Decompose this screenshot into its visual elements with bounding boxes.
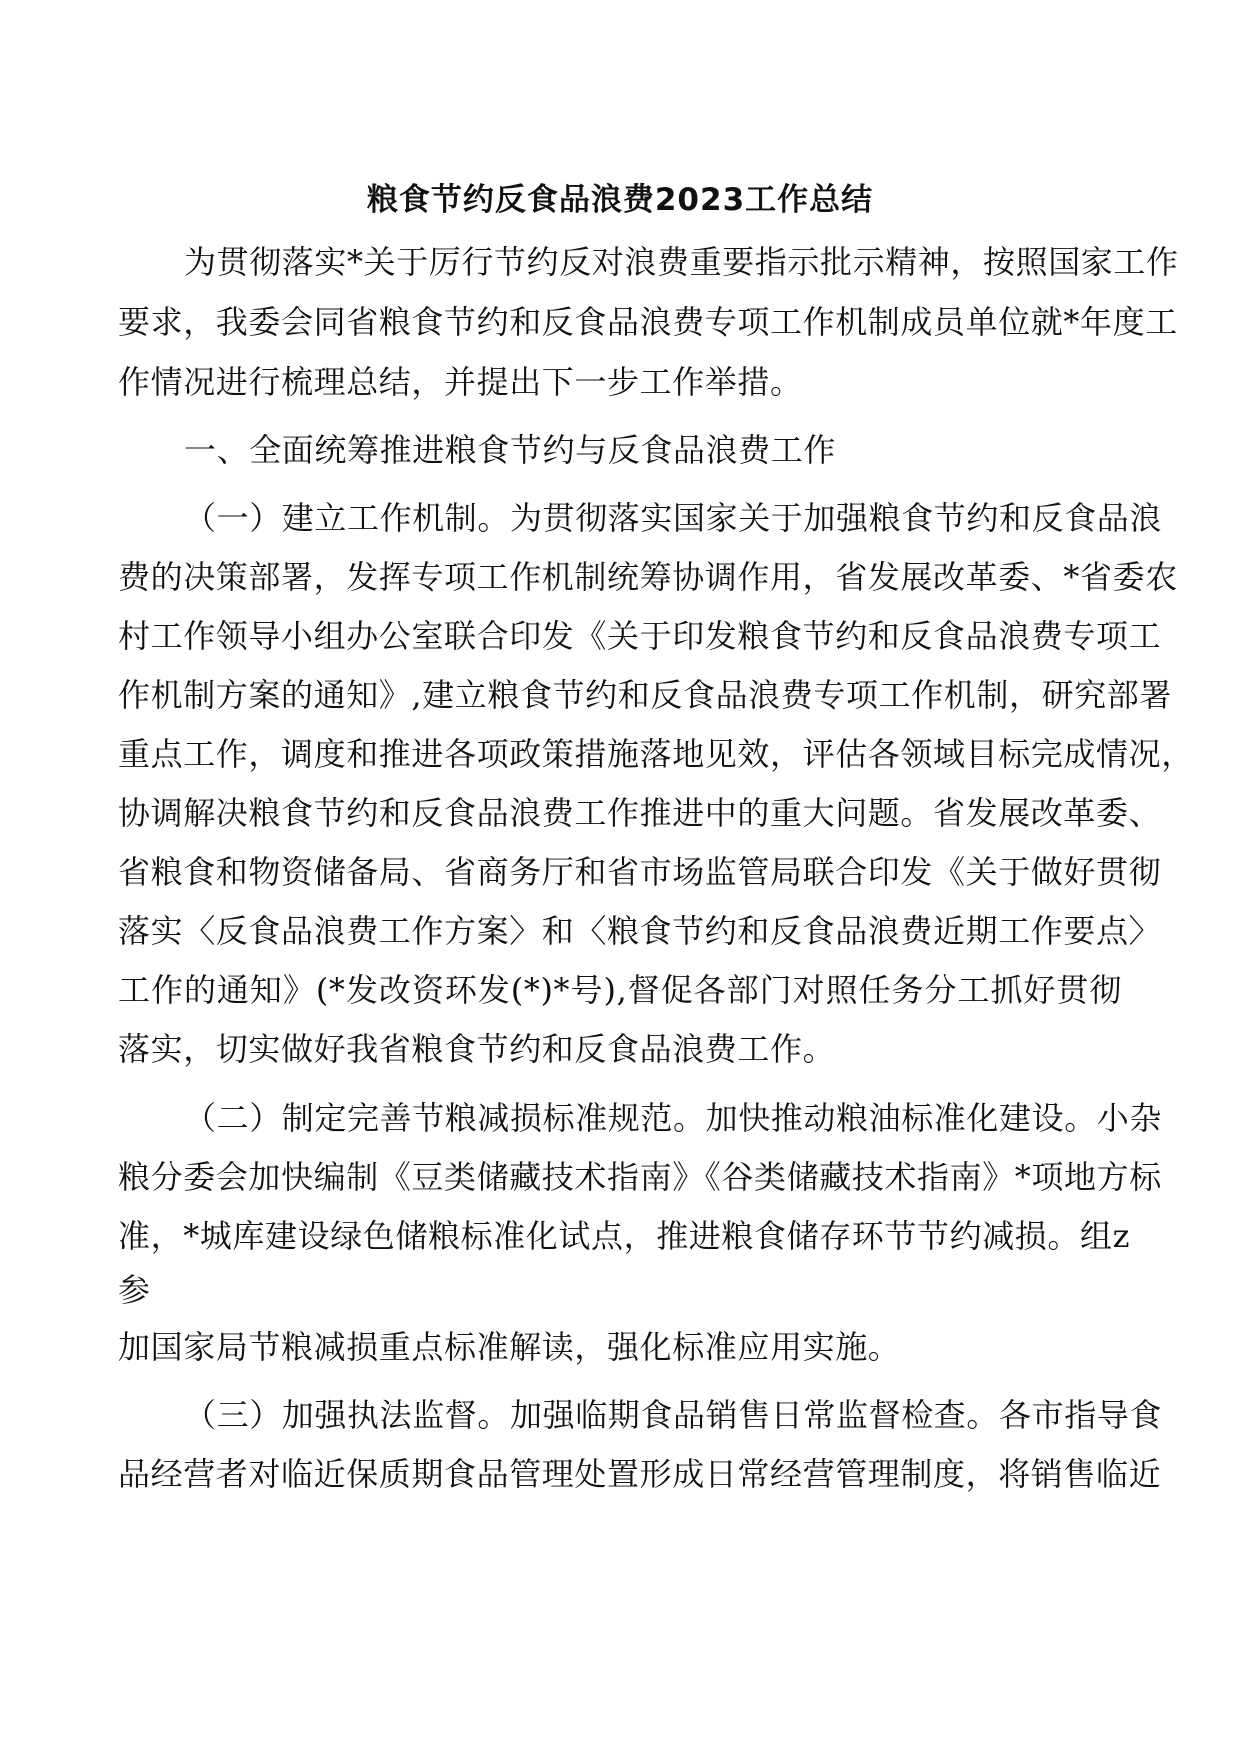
paragraph-line: 落实，切实做好我省粮食节约和反食品浪费工作。	[118, 1030, 836, 1068]
paragraph-line: 要求，我委会同省粮食节约和反食品浪费专项工作机制成员单位就*年度工	[118, 303, 1178, 341]
paragraph-line: 为贯彻落实*关于厉行节约反对浪费重要指示批示精神，按照国家工作	[184, 243, 1179, 281]
paragraph-line: 品经营者对临近保质期食品管理处置形成日常经营管理制度，将销售临近	[118, 1455, 1162, 1493]
paragraph-line: 省粮食和物资储备局、省商务厅和省市场监管局联合印发《关于做好贯彻	[118, 853, 1162, 891]
paragraph-line: 作机制方案的通知》,建立粮食节约和反食品浪费专项工作机制，研究部署	[118, 676, 1172, 714]
section-heading: 一、全面统筹推进粮食节约与反食品浪费工作	[184, 431, 837, 469]
paragraph-line: 作情况进行梳理总结，并提出下一步工作举措。	[118, 363, 803, 401]
paragraph-line: 重点工作，调度和推进各项政策措施落地见效，评估各领域目标完成情况，	[118, 735, 1194, 773]
paragraph-line: 工作的通知》(*发改资环发(*)*号),督促各部门对照任务分工抓好贯彻	[118, 971, 1122, 1009]
paragraph-line: 费的决策部署，发挥专项工作机制统筹协调作用，省发展改革委、*省委农	[118, 558, 1178, 596]
paragraph-line: 粮分委会加快编制《豆类储藏技术指南》《谷类储藏技术指南》*项地方标	[118, 1158, 1162, 1196]
paragraph-line: （二）制定完善节粮减损标准规范。加快推动粮油标准化建设。小杂	[184, 1099, 1163, 1137]
paragraph-line: 加国家局节粮减损重点标准解读，强化标准应用实施。	[118, 1328, 901, 1366]
paragraph-line: 参	[118, 1271, 151, 1309]
paragraph-line: 落实〈反食品浪费工作方案〉和〈粮食节约和反食品浪费近期工作要点〉	[118, 912, 1162, 950]
paragraph-line: 准，*城库建设绿色储粮标准化试点，推进粮食储存环节节约减损。组z	[118, 1217, 1131, 1255]
paragraph-line: 村工作领导小组办公室联合印发《关于印发粮食节约和反食品浪费专项工	[118, 617, 1162, 655]
paragraph-line: 协调解决粮食节约和反食品浪费工作推进中的重大问题。省发展改革委、	[118, 794, 1162, 832]
paragraph-line: （三）加强执法监督。加强临期食品销售日常监督检查。各市指导食	[184, 1396, 1163, 1434]
document-title: 粮食节约反食品浪费2023工作总结	[366, 182, 874, 218]
paragraph-line: （一）建立工作机制。为贯彻落实国家关于加强粮食节约和反食品浪	[184, 499, 1163, 537]
